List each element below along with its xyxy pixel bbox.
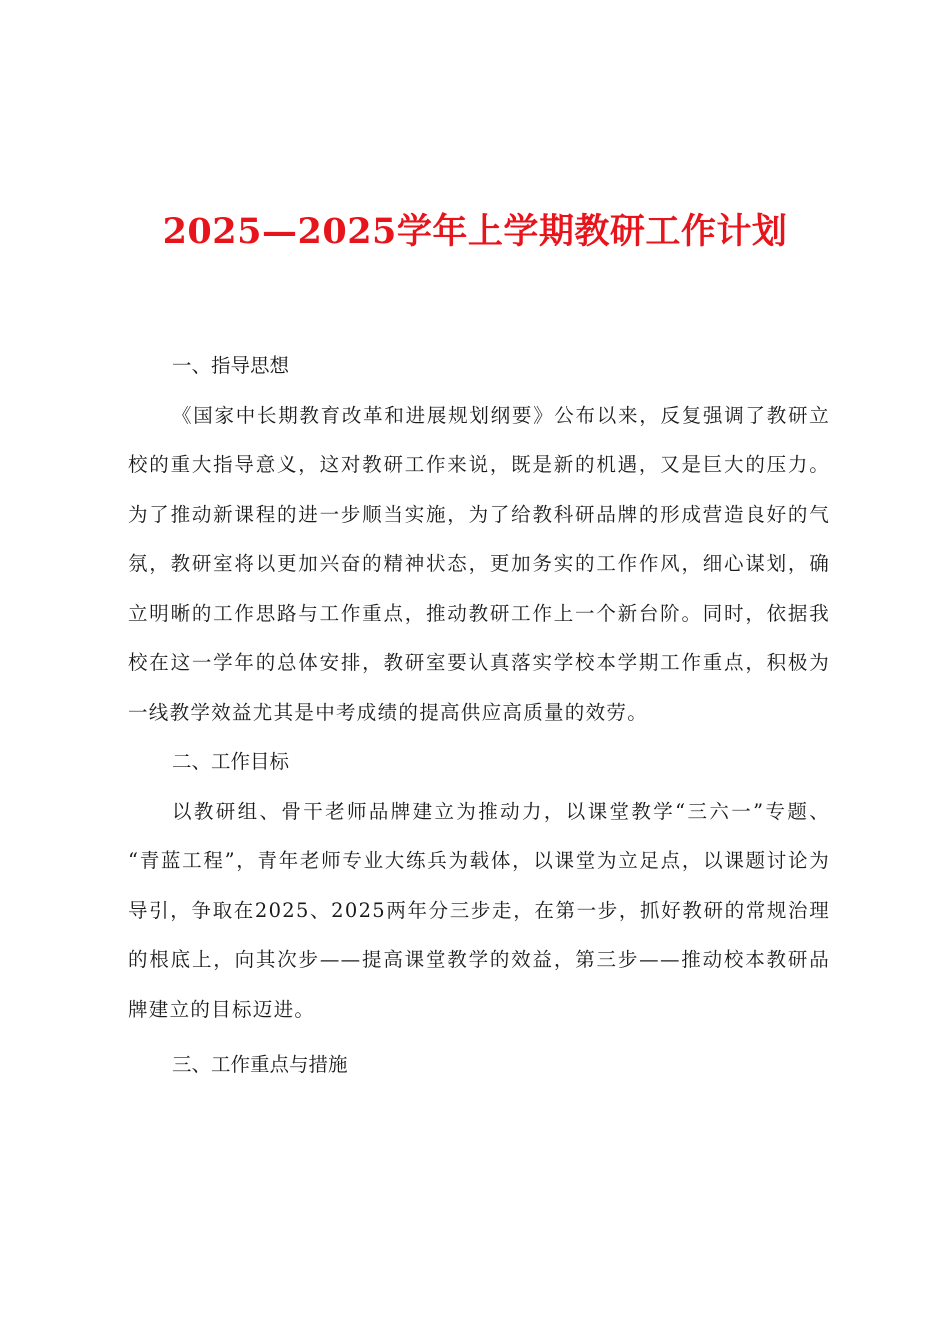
document-title: 2025—2025学年上学期教研工作计划 xyxy=(162,211,788,252)
section-heading-work-goals: 二、工作目标 xyxy=(172,750,290,773)
document-body xyxy=(128,341,830,1090)
section-paragraph-work-goals: 以教研组、骨干老师品牌建立为推动力，以课堂教学“三六一”专题、 “青蓝工程”，青年老师专业大练兵为载体，以课堂为立足点，以课题讨论为导引，争取在2025、2025两年分三步走，在第一步，抓好教研的常规治理的根底上，向其次步——提高课堂教学的效益，第三步——推动校本教研品牌建立的目标迈进。 xyxy=(128,799,830,1021)
section-heading-guiding-thought: 一、指导思想 xyxy=(172,354,290,377)
section-paragraph-guiding-thought: 《国家中长期教育改革和进展规划纲要》公布以来，反复强调了教研立校的重大指导意义，这对教研工作来说，既是新的机遇，又是巨大的压力。为了推动新课程的进一步顺当实施，为了给教科研品牌的形成营造良好的气氛，教研室将以更加兴奋的精神状态，更加务实的工作作风，细心谋划，确立明晰的工作思路与工作重点，推动教研工作上一个新台阶。同时，依据我校在这一学年的总体安排，教研室要认真落实学校本学期工作重点，积极为一线教学效益尤其是中考成绩的提高供应高质量的效劳。 xyxy=(128,403,830,724)
section-heading-key-measures: 三、工作重点与措施 xyxy=(172,1053,348,1076)
